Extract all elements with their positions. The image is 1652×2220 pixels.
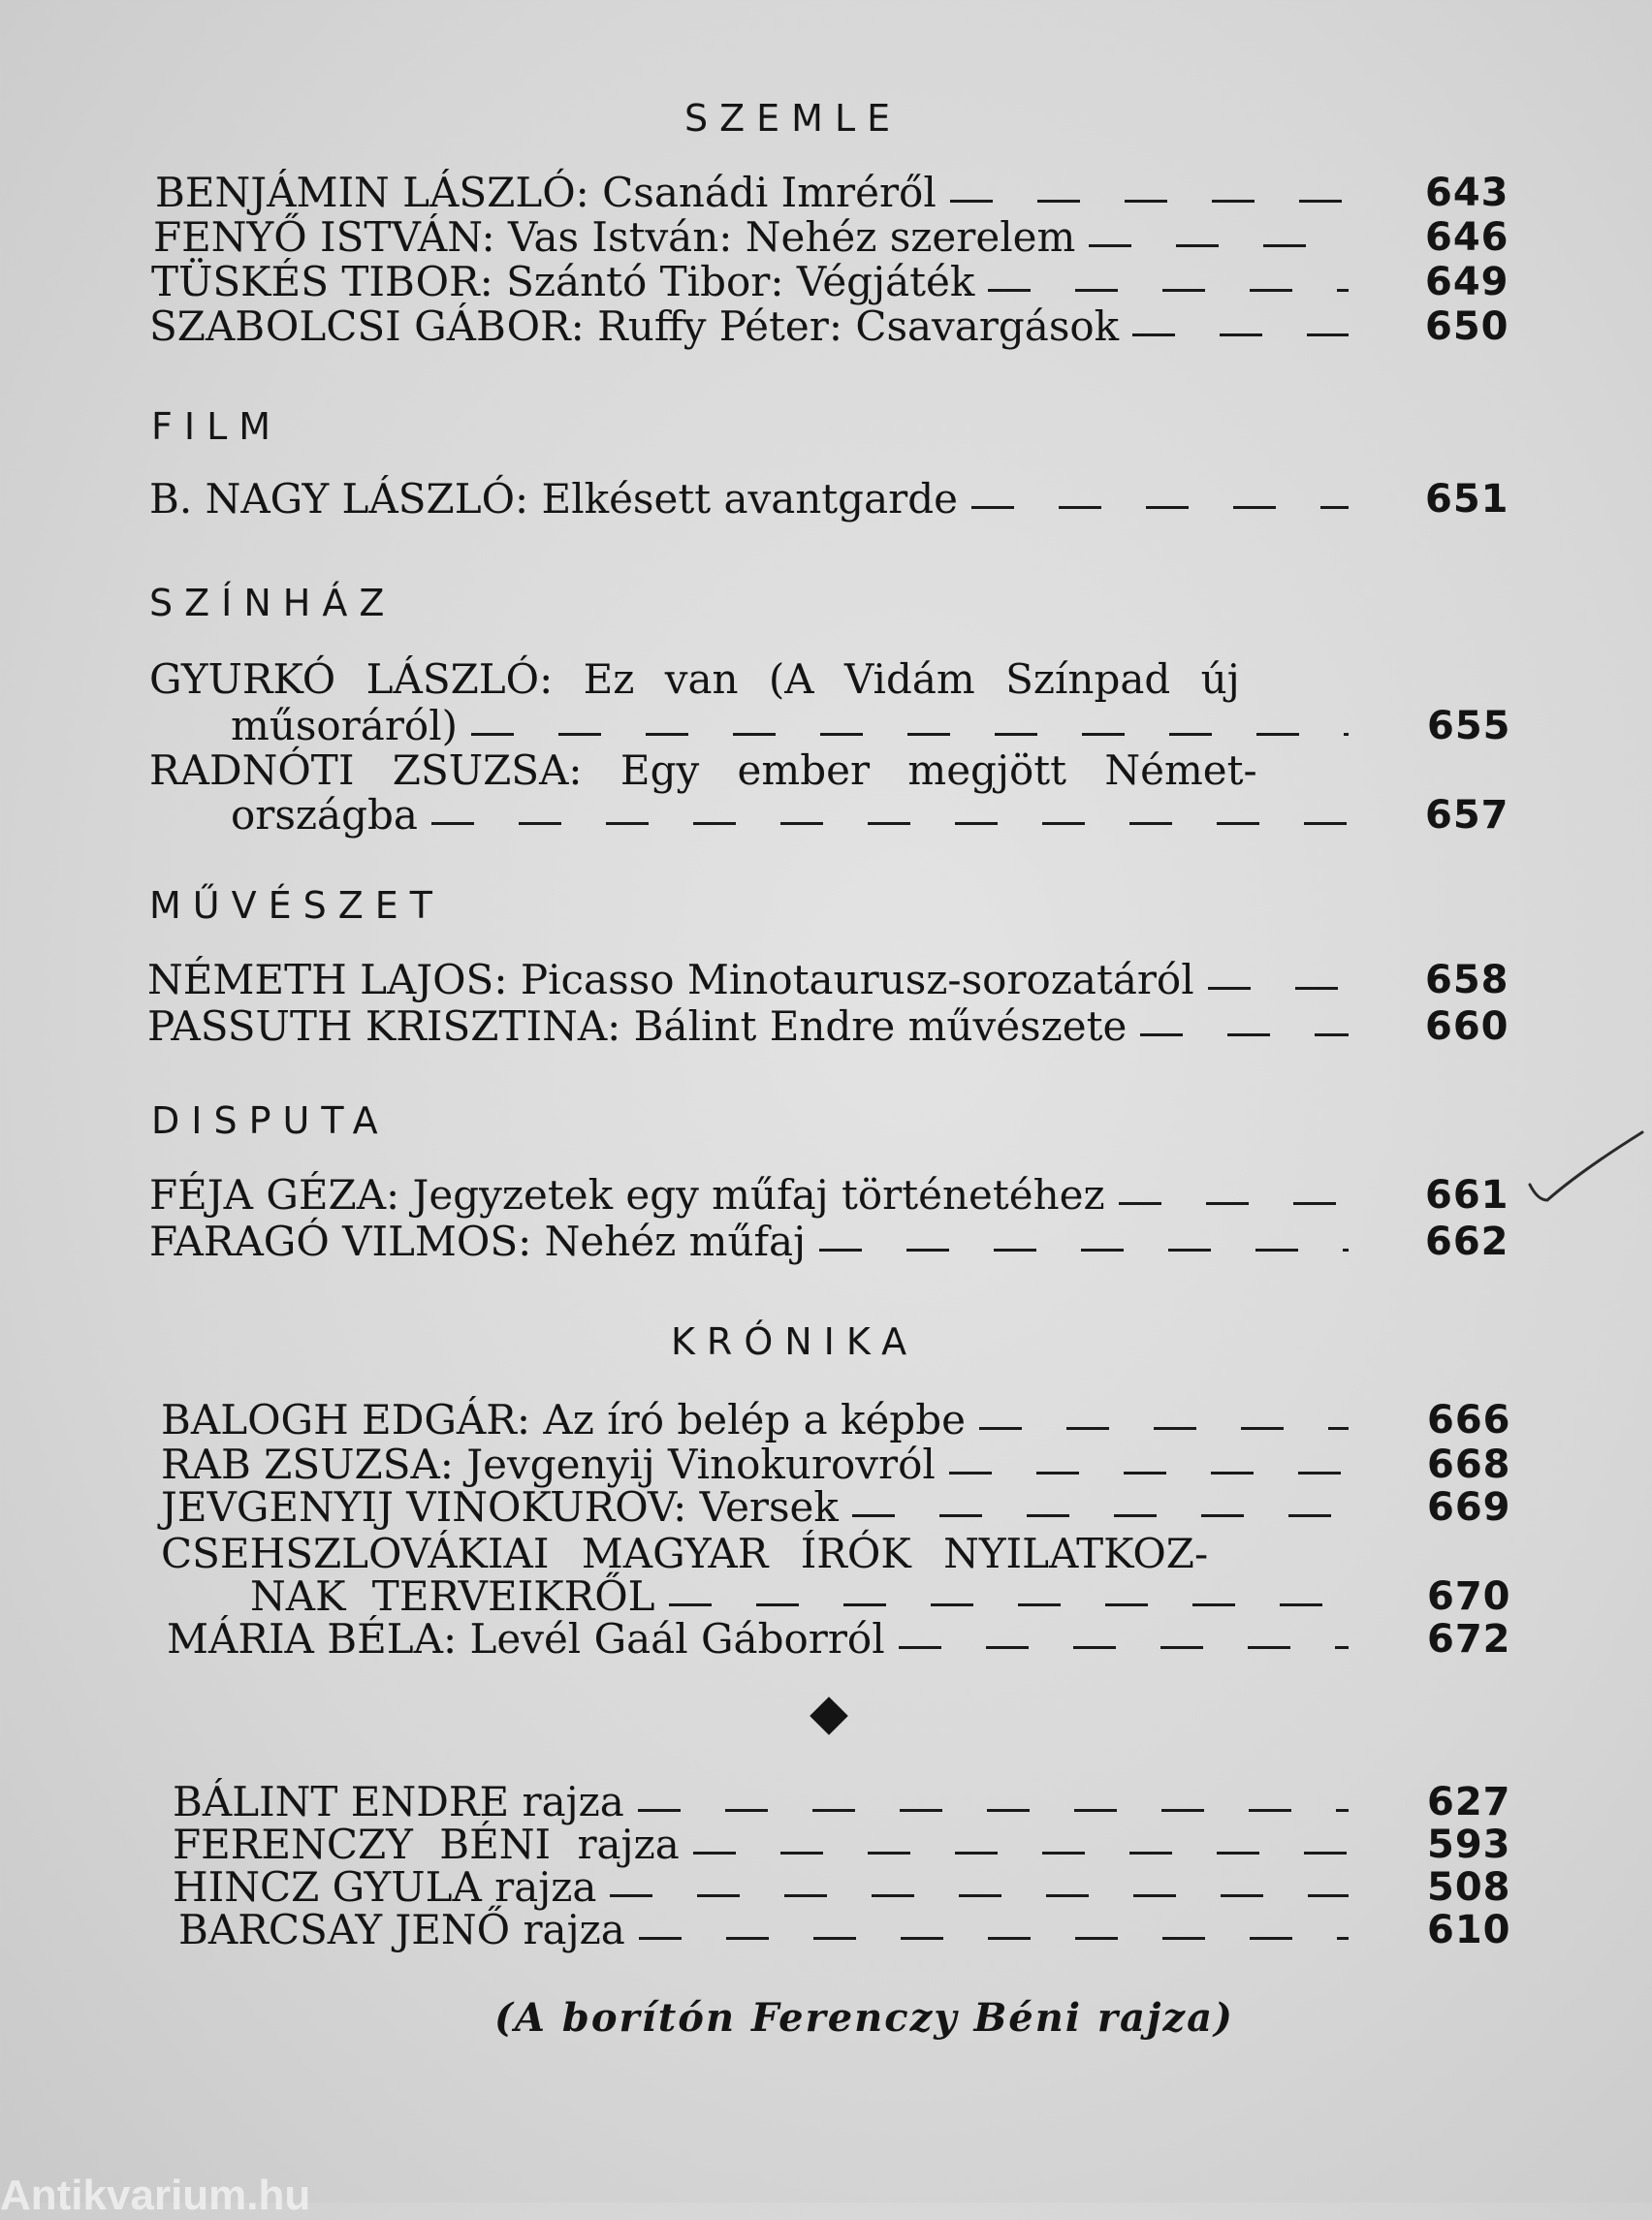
toc-entry-text: CSEHSZLOVÁKIAI MAGYAR ÍRÓK NYILATKOZ- bbox=[161, 1530, 1209, 1577]
toc-entry-text: NÉMETH LAJOS: Picasso Minotaurusz-sorozatáról bbox=[147, 956, 1194, 1003]
toc-entry bbox=[149, 1173, 1362, 1218]
section-heading-szemle: SZEMLE bbox=[684, 97, 903, 140]
leader-dashes bbox=[610, 1894, 1349, 1897]
leader-dashes bbox=[1132, 333, 1349, 336]
toc-entry bbox=[153, 215, 1362, 260]
toc-entry bbox=[178, 1908, 1362, 1952]
toc-entry-text: BENJÁMIN LÁSZLÓ: Csanádi Imréről bbox=[155, 169, 937, 216]
toc-entry-text: FARAGÓ VILMOS: Nehéz műfaj bbox=[149, 1218, 807, 1265]
toc-entry-line2 bbox=[231, 704, 1362, 748]
toc-entry-line2 bbox=[250, 1574, 1362, 1619]
toc-page-number: 668 bbox=[1427, 1443, 1511, 1487]
toc-entry-text: TÜSKÉS TIBOR: Szántó Tibor: Végjáték bbox=[151, 258, 975, 305]
toc-page-number: 657 bbox=[1425, 793, 1509, 838]
toc-entry-text: műsoráról) bbox=[231, 702, 459, 749]
toc-entry bbox=[147, 958, 1362, 1002]
toc-page-number: 610 bbox=[1427, 1908, 1511, 1952]
toc-entry bbox=[161, 1443, 1362, 1487]
toc-entry bbox=[173, 1865, 1362, 1910]
toc-entry bbox=[167, 1617, 1362, 1662]
toc-entry-text: PASSUTH KRISZTINA: Bálint Endre művészete bbox=[147, 1002, 1128, 1050]
watermark: Antikvarium.hu bbox=[0, 2172, 311, 2219]
section-heading-disputa: DISPUTA bbox=[151, 1099, 390, 1142]
toc-page-number: 646 bbox=[1425, 215, 1509, 260]
toc-entry-text: B. NAGY LÁSZLÓ: Elkésett avantgarde bbox=[149, 475, 958, 523]
toc-entry-text: SZABOLCSI GÁBOR: Ruffy Péter: Csavargások bbox=[149, 302, 1120, 350]
toc-entry bbox=[147, 1004, 1362, 1049]
toc-entry bbox=[149, 477, 1362, 522]
toc-entry-text: JEVGENYIJ VINOKUROV: Versek bbox=[161, 1483, 839, 1531]
leader-dashes bbox=[669, 1603, 1349, 1606]
toc-page-number: 669 bbox=[1427, 1485, 1511, 1530]
leader-dashes bbox=[819, 1249, 1349, 1252]
toc-entry bbox=[149, 304, 1362, 349]
toc-entry bbox=[173, 1823, 1362, 1867]
section-heading-kronika: KRÓNIKA bbox=[671, 1320, 919, 1363]
toc-entry bbox=[155, 171, 1362, 215]
toc-page-number: 672 bbox=[1427, 1617, 1511, 1662]
toc-entry bbox=[161, 1398, 1362, 1443]
leader-dashes bbox=[1119, 1202, 1349, 1205]
leader-dashes bbox=[471, 733, 1349, 736]
toc-entry bbox=[173, 1780, 1362, 1824]
toc-page-number: 662 bbox=[1425, 1220, 1509, 1264]
toc-entry-text: FENYŐ ISTVÁN: Vas István: Nehéz szerelem bbox=[153, 213, 1076, 261]
leader-dashes bbox=[638, 1809, 1349, 1812]
toc-entry-text: RADNÓTI ZSUZSA: Egy ember megjött Német- bbox=[149, 746, 1257, 794]
toc-entry-line1 bbox=[149, 746, 1356, 794]
toc-entry-text: országba bbox=[231, 791, 418, 839]
toc-page-number: 670 bbox=[1427, 1574, 1511, 1619]
toc-entry bbox=[149, 1220, 1362, 1264]
toc-page-number: 508 bbox=[1427, 1865, 1511, 1910]
toc-entry-text: BALOGH EDGÁR: Az író belép a képbe bbox=[161, 1396, 966, 1443]
leader-dashes bbox=[1208, 987, 1349, 990]
leader-dashes bbox=[949, 1472, 1349, 1475]
toc-entry-line1 bbox=[161, 1530, 1363, 1577]
leader-dashes bbox=[693, 1852, 1349, 1855]
toc-page-number: 660 bbox=[1425, 1004, 1509, 1049]
leader-dashes bbox=[988, 289, 1349, 292]
toc-page-number: 627 bbox=[1427, 1780, 1511, 1824]
leader-dashes bbox=[1089, 244, 1349, 247]
toc-entry bbox=[161, 1485, 1362, 1530]
toc-page-number: 649 bbox=[1425, 260, 1509, 304]
leader-dashes bbox=[899, 1646, 1349, 1649]
diamond-ornament-icon bbox=[810, 1697, 848, 1735]
toc-entry-text: NAK TERVEIKRŐL bbox=[250, 1572, 655, 1620]
checkmark-icon bbox=[1522, 1125, 1648, 1221]
toc-entry-text: HINCZ GYULA rajza bbox=[173, 1863, 597, 1911]
toc-page-number: 655 bbox=[1427, 704, 1511, 748]
toc-page-number: 658 bbox=[1425, 958, 1509, 1002]
leader-dashes bbox=[639, 1937, 1349, 1940]
toc-entry-text: FERENCZY BÉNI rajza bbox=[173, 1821, 680, 1868]
section-heading-muveszet: MŰVÉSZET bbox=[149, 884, 444, 927]
toc-page-number: 593 bbox=[1427, 1823, 1511, 1867]
toc-page-number: 666 bbox=[1427, 1398, 1511, 1443]
toc-page-number: 651 bbox=[1425, 477, 1509, 522]
leader-dashes bbox=[971, 506, 1349, 509]
toc-entry-text: RAB ZSUZSA: Jevgenyij Vinokurovról bbox=[161, 1441, 936, 1488]
toc-entry-text: MÁRIA BÉLA: Levél Gaál Gáborról bbox=[167, 1615, 885, 1663]
leader-dashes bbox=[852, 1514, 1349, 1517]
toc-entry bbox=[151, 260, 1362, 304]
section-heading-film: FILM bbox=[151, 405, 283, 448]
toc-page-number: 661 bbox=[1425, 1173, 1509, 1218]
toc-page-number: 650 bbox=[1425, 304, 1509, 349]
leader-dashes bbox=[979, 1427, 1349, 1430]
toc-page-number: 643 bbox=[1425, 171, 1509, 215]
leader-dashes bbox=[431, 822, 1349, 825]
toc-entry-text: BÁLINT ENDRE rajza bbox=[173, 1778, 624, 1825]
toc-entry-line2 bbox=[231, 793, 1362, 838]
toc-entry-text: BARCSAY JENŐ rajza bbox=[178, 1906, 625, 1953]
leader-dashes bbox=[950, 200, 1349, 203]
toc-entry-line1 bbox=[149, 655, 1356, 703]
leader-dashes bbox=[1140, 1033, 1349, 1036]
section-heading-szinhaz: SZÍNHÁZ bbox=[149, 582, 397, 624]
toc-entry-text: FÉJA GÉZA: Jegyzetek egy műfaj történetéhez bbox=[149, 1171, 1105, 1219]
toc-entry-text: GYURKÓ LÁSZLÓ: Ez van (A Vidám Színpad új bbox=[149, 655, 1240, 703]
cover-note: (A borítón Ferenczy Béni rajza) bbox=[494, 1995, 1234, 2041]
